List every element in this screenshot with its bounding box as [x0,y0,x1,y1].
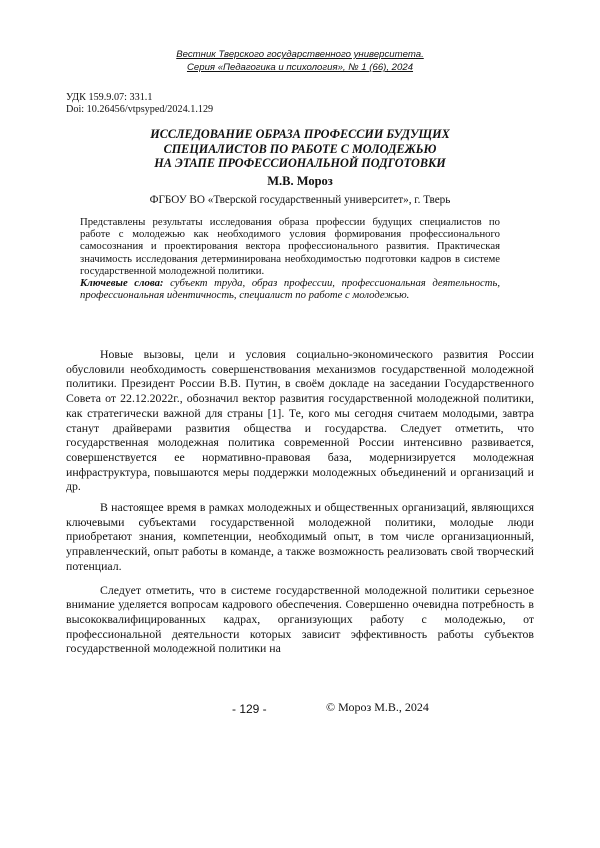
keywords [80,277,500,301]
keywords-label: Ключевые слова: [80,277,164,290]
body-paragraph: Следует отметить, что в системе государственной молодежной политики серьезное внимание уделяется вопросам кадрового обеспечения. Совершенно очевидна потребность в высококвалифицированных кадрах, организующих работу с молодежью, от профессиональной деятельности которых зависит эффективность работы субъектов государственной молодежной политики на [66,582,534,656]
body-paragraph: Новые вызовы, цели и условия социально-экономического развития России обусловили необходимость совершенствования механизмов государственной молодежной политики. Президент России В.В. Путин, в своём докладе на заседании Государственного Совета от 22.12.2022г., обозначил вектор развития государственной молодежной политики, как стратегически важной для страны [1]. Те, кого мы сегодня считаем молодыми, завтра станут драйверами развития общества и государства. Следует отметить, что государственная молодежная политика современной России интенсивно развивается, совершенствуется ее нормативно-правовая база, модернизируется молодежная инфраструктура, повышаются меры поддержки молодежных объединений и организаций и др. [66,347,534,494]
page-number: - 129 - [232,702,267,716]
doi: Doi: 10.26456/vtpsyped/2024.1.129 [66,104,214,115]
journal-series-line: Серия «Педагогика и психология», № 1 (66), 2024 [186,62,414,73]
title-line: ИССЛЕДОВАНИЕ ОБРАЗА ПРОФЕССИИ БУДУЩИХ [150,127,450,141]
keywords-text: субъект труда, образ профессии, профессиональная деятельность, профессиональная идентичность, специалист по работе с молодежью. [80,277,501,302]
udc-code: УДК 159.9.07: 331.1 [66,92,153,103]
copyright: © Мороз М.В., 2024 [326,700,429,714]
article-title [60,127,540,171]
body-paragraph: В настоящее время в рамках молодежных и общественных организаций, являющихся ключевыми субъектами государственной молодежной политики, молодые люди приобретают знания, компетенции, необходимый опыт, в том числе организационный, управленческий, опыт работы в команде, а также возможность реализовать свой творческий потенциал. [66,500,534,573]
journal-title-line: Вестник Тверского государственного университета. [176,49,424,60]
author-name: М.В. Мороз [267,174,333,188]
abstract-text: Представлены результаты исследования образа профессии будущих специалистов по работе с молодежью как необходимого условия формирования профессионального самосознания и проектирования вектора профессионального развития. Практическая значимость исследования детерминирована необходимостью подготовки кадров в системе государственной молодежной политики. [80,216,500,277]
abstract [80,216,500,301]
author-affiliation: ФГБОУ ВО «Тверской государственный университет», г. Тверь [149,194,451,206]
article-metadata [66,92,213,116]
article-body [66,347,534,656]
journal-header [0,48,600,74]
title-line: НА ЭТАПЕ ПРОФЕССИОНАЛЬНОЙ ПОДГОТОВКИ [154,156,446,171]
title-line: СПЕЦИАЛИСТОВ ПО РАБОТЕ С МОЛОДЕЖЬЮ [163,141,437,156]
